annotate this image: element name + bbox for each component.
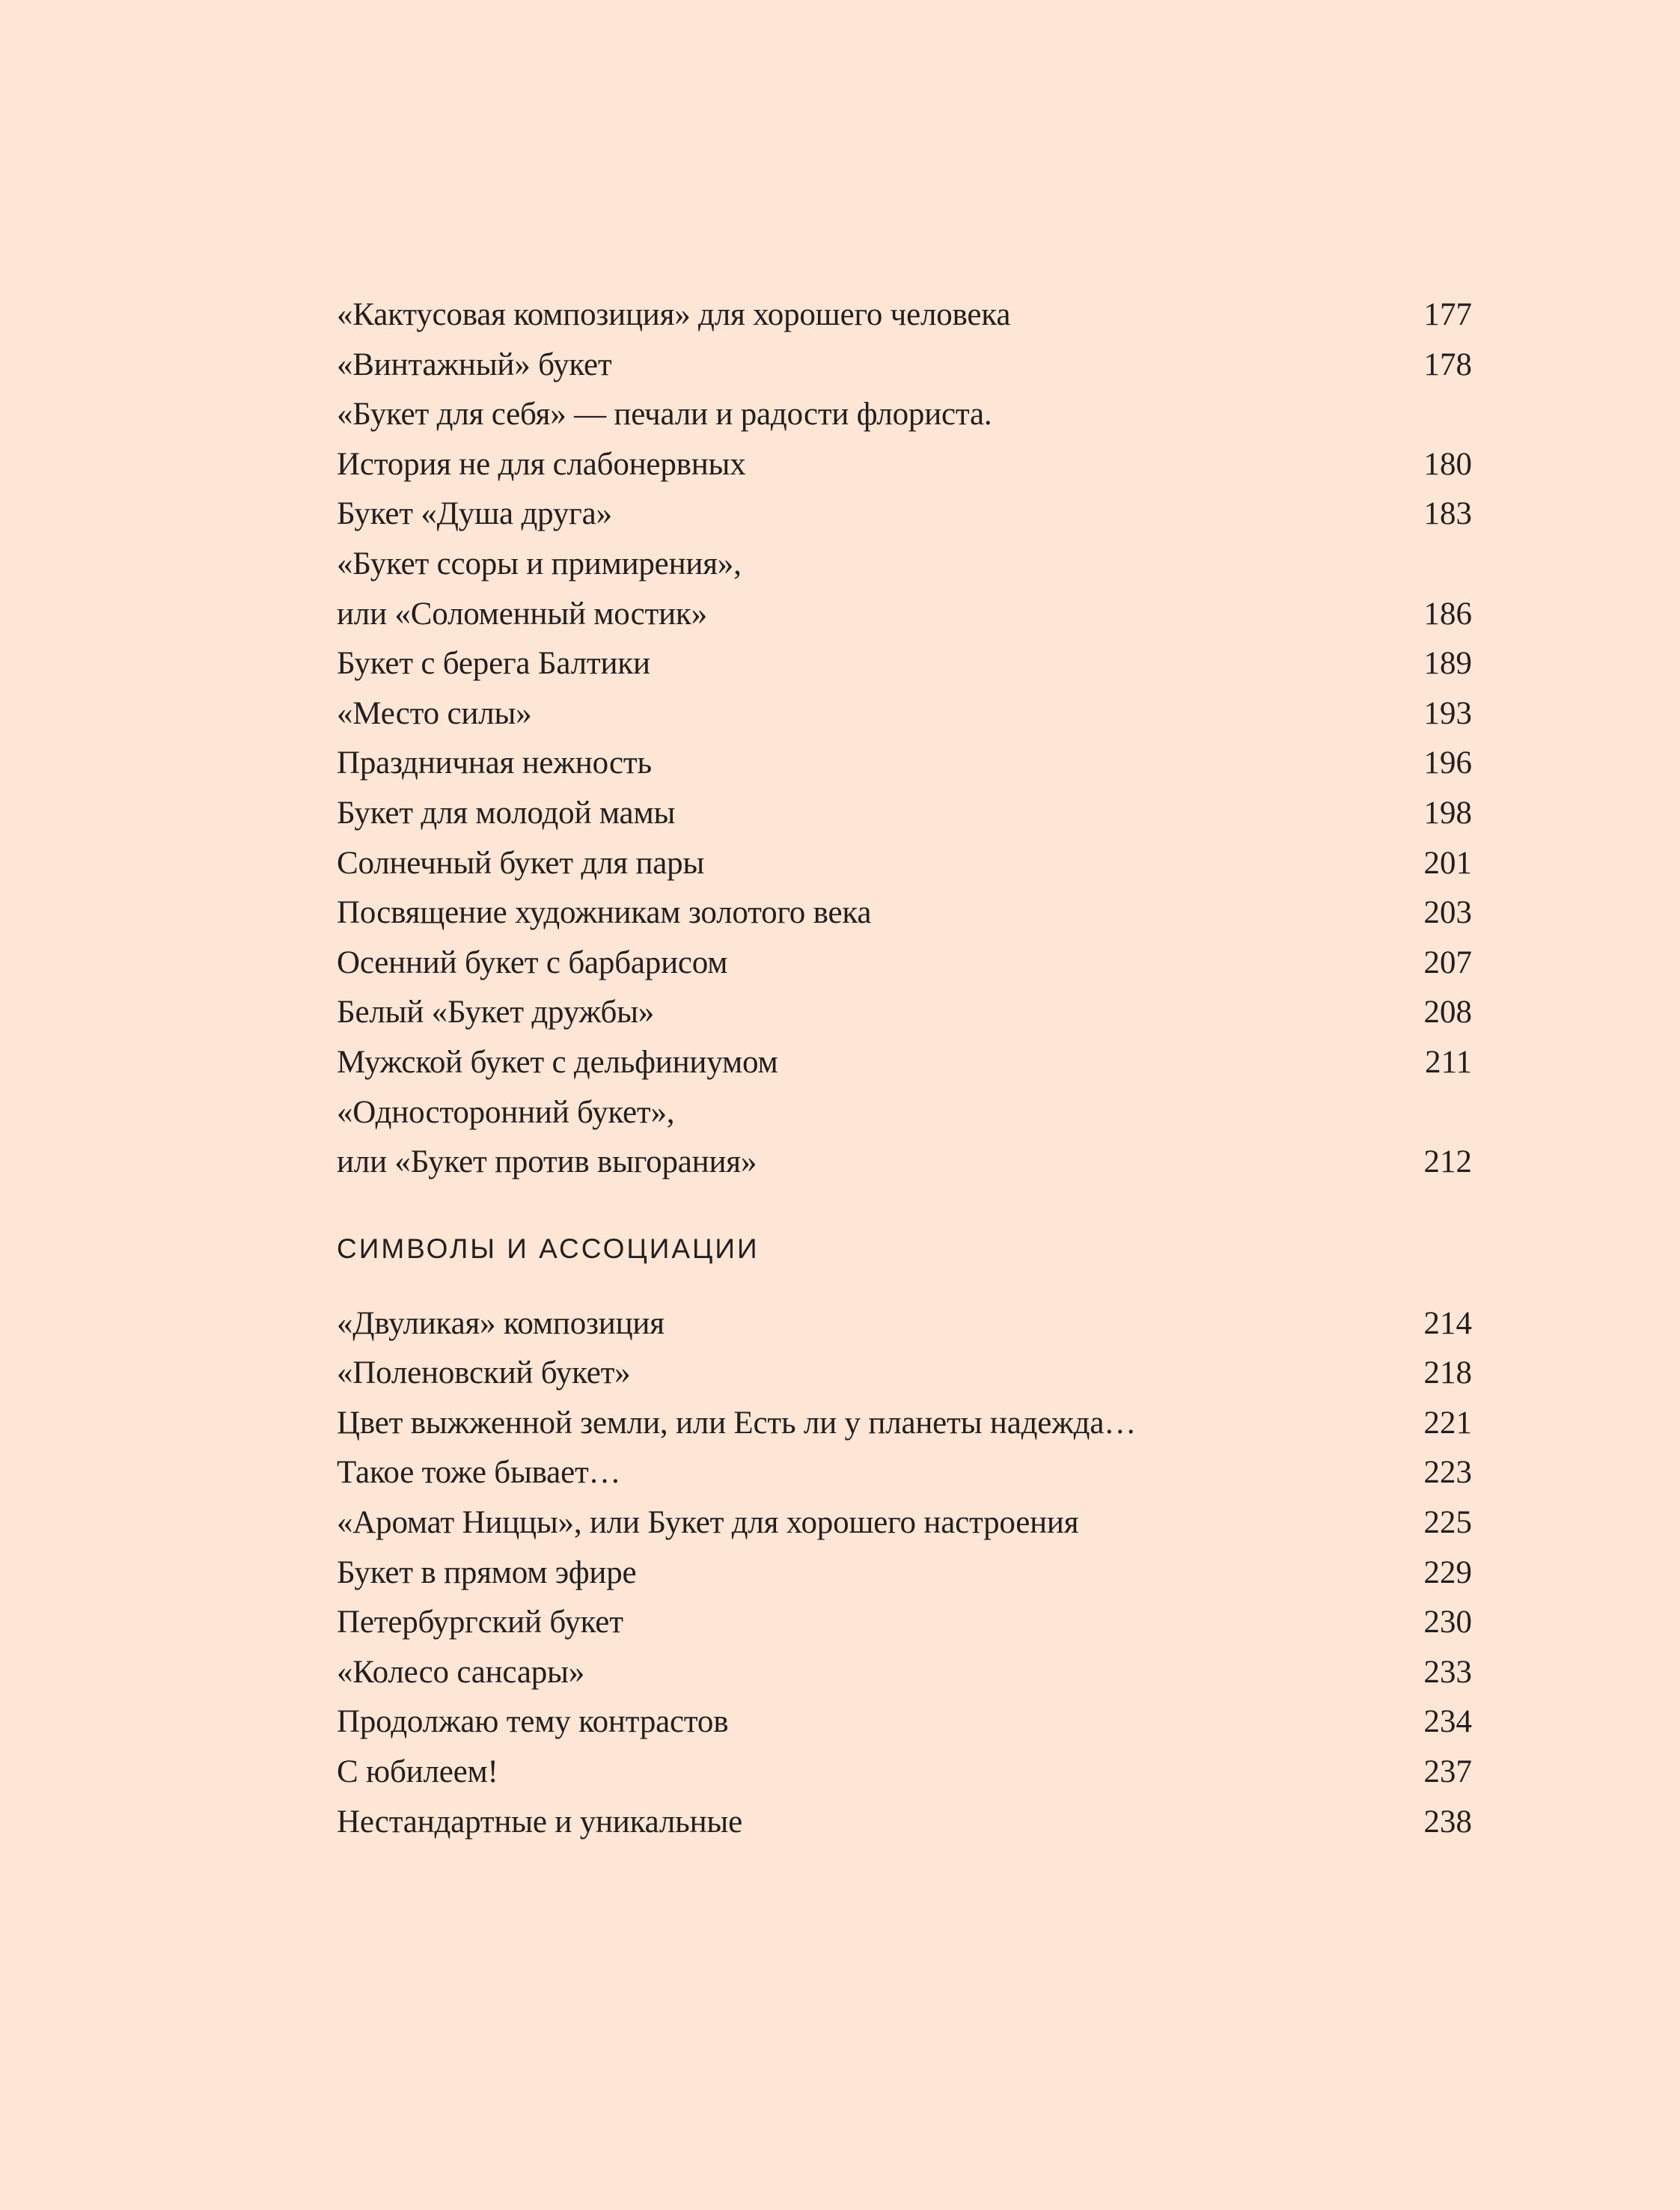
toc-entry-page-number: 198 (1423, 795, 1472, 831)
toc-entry (337, 590, 1472, 640)
toc-entry-page-number: 177 (1423, 297, 1472, 332)
toc-entry-title: Солнечный букет для пары (337, 845, 705, 881)
toc-entry-title: «Колесо сансары» (337, 1654, 585, 1690)
toc-entry-page-number: 207 (1423, 944, 1472, 980)
toc-entry (337, 1498, 1472, 1548)
toc-entry-title: История не для слабонервных (337, 446, 746, 482)
toc-entry-page-number: 237 (1423, 1754, 1472, 1790)
toc-entry-title: «Букет ссоры и примирения», (337, 546, 742, 582)
toc-entry-page-number: 189 (1423, 646, 1472, 682)
toc-entry-title: «Двуликая» композиция (337, 1305, 665, 1341)
toc-entry-page-number: 211 (1425, 1044, 1472, 1080)
toc-entry (337, 290, 1472, 341)
toc-entry-title: Такое тоже бывает… (337, 1455, 621, 1491)
toc-entry-title: «Поленовский букет» (337, 1355, 631, 1391)
toc-entry-title: Праздничная нежность (337, 745, 652, 781)
toc-entry-page-number: 212 (1423, 1144, 1472, 1180)
toc-entry (337, 739, 1472, 789)
toc-entry (337, 440, 1472, 490)
toc-entry-title: Продолжаю тему контрастов (337, 1704, 729, 1740)
toc-entry-title: «Место силы» (337, 695, 532, 731)
toc-entry (337, 1038, 1472, 1088)
toc-entry-title: Букет в прямом эфире (337, 1554, 637, 1590)
table-of-contents (337, 290, 1472, 1847)
toc-entry-title: Посвящение художникам золотого века (337, 895, 872, 931)
toc-entry (337, 1088, 1472, 1138)
toc-entry (337, 1548, 1472, 1599)
toc-entry (337, 540, 1472, 590)
toc-entry (337, 888, 1472, 938)
toc-entry (337, 938, 1472, 989)
toc-entry-page-number: 186 (1423, 596, 1472, 632)
toc-entry-title: Букет «Душа друга» (337, 496, 612, 532)
toc-entry-page-number: 196 (1423, 745, 1472, 781)
toc-entry (337, 1598, 1472, 1648)
toc-entry-page-number: 229 (1423, 1554, 1472, 1590)
toc-entry (337, 1299, 1472, 1349)
toc-entry-page-number: 180 (1423, 446, 1472, 482)
toc-entry (337, 789, 1472, 839)
toc-entry (337, 1349, 1472, 1399)
toc-entry (337, 1747, 1472, 1798)
toc-entry-page-number: 203 (1423, 895, 1472, 931)
toc-section-2 (337, 1299, 1472, 1848)
toc-entry-page-number: 208 (1423, 995, 1472, 1031)
toc-entry-title: «Букет для себя» — печали и радости флориста. (337, 397, 992, 433)
toc-entry (337, 839, 1472, 889)
toc-entry-title: или «Соломенный мостик» (337, 596, 707, 632)
toc-entry (337, 1798, 1472, 1848)
toc-entry-page-number: 178 (1423, 347, 1472, 382)
toc-entry-title: Нестандартные и уникальные (337, 1804, 742, 1840)
toc-entry-title: С юбилеем! (337, 1754, 498, 1790)
toc-entry-page-number: 201 (1423, 845, 1472, 881)
toc-entry-page-number: 238 (1423, 1804, 1472, 1840)
toc-entry-title: Цвет выжженной земли, или Есть ли у планеты надежда… (337, 1405, 1137, 1441)
toc-entry (337, 639, 1472, 689)
toc-entry-title: «Кактусовая композиция» для хорошего человека (337, 297, 1011, 332)
toc-entry-title: «Аромат Ниццы», или Букет для хорошего настроения (337, 1505, 1079, 1541)
toc-entry-page-number: 221 (1423, 1405, 1472, 1441)
toc-entry-page-number: 230 (1423, 1605, 1472, 1640)
toc-entry (337, 1138, 1472, 1188)
toc-entry-page-number: 233 (1423, 1654, 1472, 1690)
toc-entry-title: Мужской букет с дельфиниумом (337, 1044, 778, 1080)
toc-entry-title: «Односторонний букет», (337, 1094, 675, 1130)
toc-entry-page-number: 193 (1423, 695, 1472, 731)
toc-entry-title: или «Букет против выгорания» (337, 1144, 757, 1180)
toc-section-1 (337, 290, 1472, 1188)
toc-entry (337, 1399, 1472, 1449)
toc-entry (337, 1697, 1472, 1747)
toc-entry-title: Букет для молодой мамы (337, 795, 676, 831)
toc-entry-title: Осенний букет с барбарисом (337, 944, 728, 980)
toc-entry (337, 390, 1472, 440)
toc-entry-title: Белый «Букет дружбы» (337, 995, 655, 1031)
toc-entry-page-number: 218 (1423, 1355, 1472, 1391)
toc-entry-page-number: 214 (1423, 1305, 1472, 1341)
toc-entry (337, 489, 1472, 540)
toc-entry (337, 1648, 1472, 1698)
toc-entry-page-number: 225 (1423, 1505, 1472, 1541)
toc-entry-page-number: 223 (1423, 1455, 1472, 1491)
toc-entry-page-number: 183 (1423, 496, 1472, 532)
toc-entry-title: «Винтажный» букет (337, 347, 612, 382)
toc-entry (337, 341, 1472, 391)
toc-entry-page-number: 234 (1423, 1704, 1472, 1740)
toc-entry (337, 689, 1472, 739)
toc-entry (337, 1448, 1472, 1498)
section-heading: СИМВОЛЫ И АССОЦИАЦИИ (337, 1233, 760, 1264)
toc-entry-title: Букет с берега Балтики (337, 646, 650, 682)
toc-entry-title: Петербургский букет (337, 1605, 623, 1640)
toc-entry (337, 988, 1472, 1038)
